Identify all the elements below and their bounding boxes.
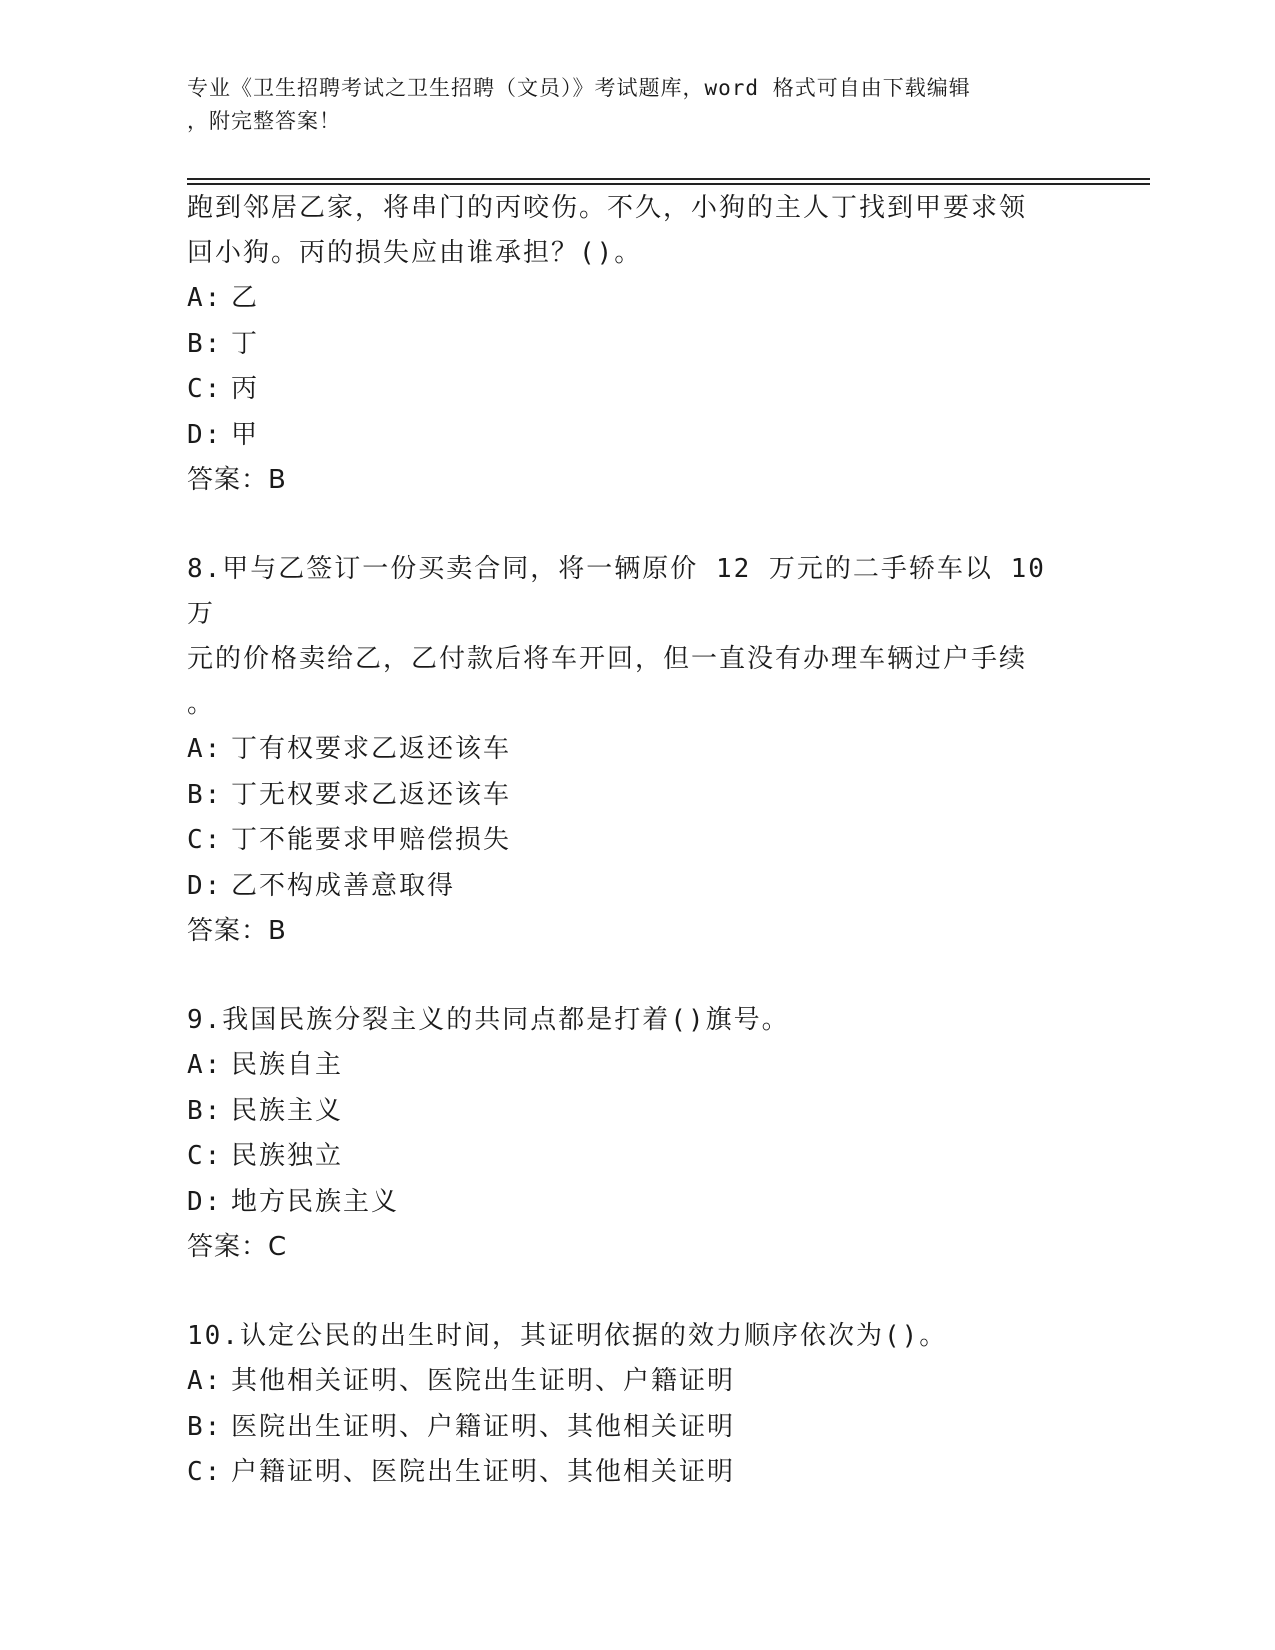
header-line-1: 专业《卫生招聘考试之卫生招聘（文员）》考试题库，word 格式可自由下载编辑 xyxy=(187,76,971,100)
question-block xyxy=(187,186,1067,503)
option-text: 乙不构成善意取得 xyxy=(231,870,456,901)
option-c xyxy=(187,1450,1067,1496)
answer-line: 答案：C xyxy=(187,1232,288,1262)
option-text: 丁无权要求乙返还该车 xyxy=(231,779,512,810)
question-text-line: 元的价格卖给乙，乙付款后将车开回，但一直没有办理车辆过户手续 xyxy=(187,644,1028,674)
option-key: C: xyxy=(187,825,223,855)
option-a xyxy=(187,727,1067,773)
answer-line: 答案：B xyxy=(187,465,287,495)
option-text: 丁 xyxy=(231,328,260,359)
option-text: 地方民族主义 xyxy=(231,1186,400,1217)
option-key: B: xyxy=(187,779,223,810)
option-b xyxy=(187,1405,1067,1451)
option-text: 户籍证明、医院出生证明、其他相关证明 xyxy=(231,1457,736,1487)
option-text: 民族主义 xyxy=(231,1095,344,1126)
option-text: 民族独立 xyxy=(231,1141,344,1171)
option-key: C: xyxy=(187,1457,223,1487)
option-text: 丁有权要求乙返还该车 xyxy=(231,734,512,764)
option-text: 丁不能要求甲赔偿损失 xyxy=(231,825,512,855)
header-divider-top xyxy=(187,178,1150,180)
question-text-line: 回小狗。丙的损失应由谁承担？()。 xyxy=(187,238,643,268)
option-text: 民族自主 xyxy=(231,1050,344,1080)
option-key: D: xyxy=(187,419,223,450)
option-key: C: xyxy=(187,374,223,404)
question-block xyxy=(187,998,1067,1270)
option-b xyxy=(187,1089,1067,1135)
option-c xyxy=(187,1134,1067,1180)
option-b xyxy=(187,773,1067,819)
question-text-line: 8.甲与乙签订一份买卖合同，将一辆原价 12 万元的二手轿车以 10 万 xyxy=(187,554,1046,629)
answer-line: 答案：B xyxy=(187,916,287,946)
question-text-line: 9.我国民族分裂主义的共同点都是打着()旗号。 xyxy=(187,1005,790,1035)
option-text: 乙 xyxy=(231,283,260,313)
question-list xyxy=(187,186,1067,1540)
question-text-line: 。 xyxy=(187,689,216,719)
option-key: D: xyxy=(187,1186,223,1217)
option-d xyxy=(187,413,1067,459)
option-key: A: xyxy=(187,734,223,764)
option-key: A: xyxy=(187,283,223,313)
option-key: B: xyxy=(187,1095,223,1126)
option-key: C: xyxy=(187,1141,223,1171)
option-d xyxy=(187,864,1067,910)
option-key: D: xyxy=(187,870,223,901)
option-key: B: xyxy=(187,1411,223,1442)
question-text-line: 跑到邻居乙家，将串门的丙咬伤。不久，小狗的主人丁找到甲要求领 xyxy=(187,193,1028,223)
question-text-line: 10.认定公民的出生时间，其证明依据的效力顺序依次为()。 xyxy=(187,1321,948,1351)
option-text: 其他相关证明、医院出生证明、户籍证明 xyxy=(231,1366,736,1396)
option-c xyxy=(187,818,1067,864)
option-text: 丙 xyxy=(231,374,260,404)
option-d xyxy=(187,1180,1067,1226)
option-key: A: xyxy=(187,1366,223,1396)
option-a xyxy=(187,1043,1067,1089)
question-block xyxy=(187,547,1067,954)
header-line-2: ，附完整答案！ xyxy=(187,109,341,133)
option-key: B: xyxy=(187,328,223,359)
option-a xyxy=(187,276,1067,322)
question-block xyxy=(187,1314,1067,1496)
option-a xyxy=(187,1359,1067,1405)
document-header xyxy=(187,72,1067,138)
option-key: A: xyxy=(187,1050,223,1080)
header-divider-bottom xyxy=(187,183,1150,185)
option-b xyxy=(187,322,1067,368)
option-text: 医院出生证明、户籍证明、其他相关证明 xyxy=(231,1411,736,1442)
option-text: 甲 xyxy=(231,419,260,450)
option-c xyxy=(187,367,1067,413)
